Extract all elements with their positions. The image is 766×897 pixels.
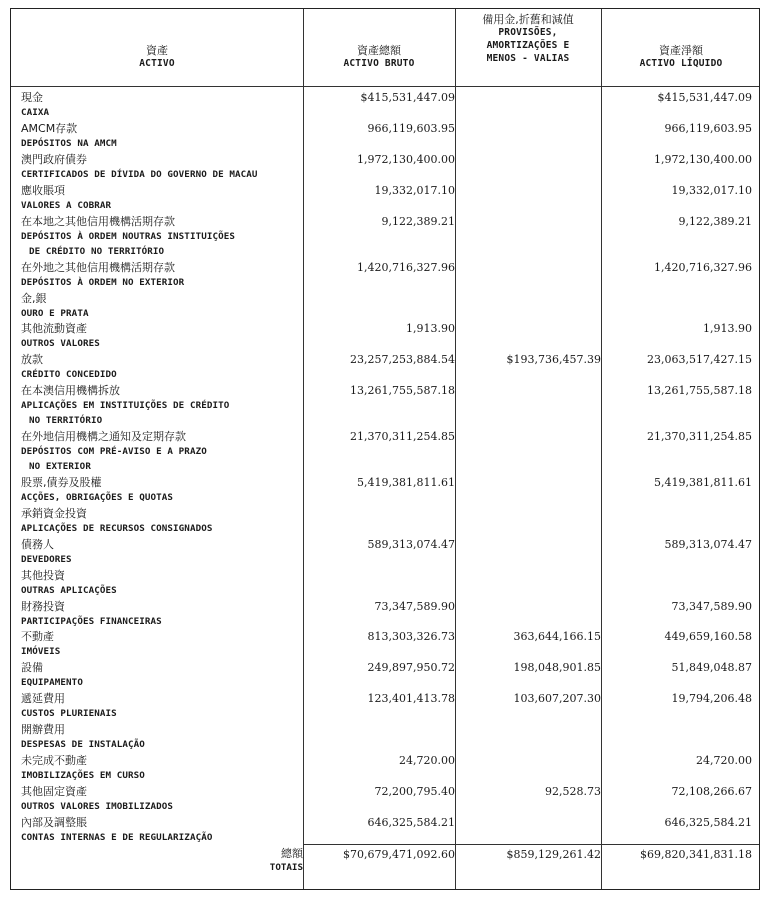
activo-liquido-value: 5,419,381,811.61 [654, 476, 752, 489]
activo-liquido-value: 19,794,206.48 [671, 692, 752, 705]
activo-bruto-value: 589,313,074.47 [367, 538, 455, 551]
total-activo-liquido: $69,820,341,831.18 [640, 848, 752, 861]
row-label-zh: 不動產 [21, 630, 54, 643]
row-label-zh: 內部及調整賬 [21, 816, 87, 829]
activo-liquido-value: 51,849,048.87 [671, 661, 752, 674]
row-label-pt: APLICAÇÕES DE RECURSOS CONSIGNADOS [21, 523, 213, 534]
activo-liquido-value: 1,972,130,400.00 [654, 153, 752, 166]
activo-bruto-value: 9,122,389.21 [381, 215, 455, 228]
row-label-zh: 未完成不動產 [21, 754, 87, 767]
activo-liquido-value: 1,913.90 [703, 322, 752, 335]
provisoes-value: 198,048,901.85 [513, 661, 601, 674]
row-label-zh: 放款 [21, 353, 43, 366]
row-label-pt: CONTAS INTERNAS E DE REGULARIZAÇÃO [21, 832, 213, 843]
column-divider [455, 9, 456, 889]
activo-bruto-value: 1,420,716,327.96 [357, 261, 455, 274]
row-label-pt: OUTRAS APLICAÇÕES [21, 585, 117, 596]
activo-bruto-value: 19,332,017.10 [374, 184, 455, 197]
row-label-pt: APLICAÇÕES EM INSTITUIÇÕES DE CRÉDITO [21, 400, 230, 411]
activo-liquido-value: 966,119,603.95 [664, 122, 752, 135]
header-activo-zh: 資產 [146, 44, 168, 57]
row-label-zh: 應收賬項 [21, 184, 65, 197]
total-activo-bruto: $70,679,471,092.60 [343, 848, 455, 861]
row-label-zh: 承銷資金投資 [21, 507, 87, 520]
row-label-pt: OURO E PRATA [21, 308, 89, 319]
activo-liquido-value: 9,122,389.21 [678, 215, 752, 228]
activo-liquido-value: 72,108,266.67 [671, 785, 752, 798]
row-label-pt: DEPÓSITOS À ORDEM NO EXTERIOR [21, 277, 185, 288]
row-label-zh: 在本澳信用機構拆放 [21, 384, 120, 397]
activo-liquido-value: 24,720.00 [696, 754, 752, 767]
row-label-pt: DEVEDORES [21, 554, 72, 565]
activo-bruto-value: 24,720.00 [399, 754, 455, 767]
row-label-pt: IMÓVEIS [21, 646, 61, 657]
balance-sheet-table [10, 8, 760, 890]
row-label-pt: CRÉDITO CONCEDIDO [21, 369, 117, 380]
row-label-pt: OUTROS VALORES IMOBILIZADOS [21, 801, 174, 812]
row-label-zh: 其他固定資產 [21, 785, 87, 798]
row-label-pt: DEPÓSITOS À ORDEM NOUTRAS INSTITUIÇÕES [21, 231, 235, 242]
activo-liquido-value: $415,531,447.09 [657, 91, 752, 104]
row-label-pt: DEPÓSITOS COM PRÉ-AVISO E A PRAZO [21, 446, 207, 457]
row-label-pt: DESPESAS DE INSTALAÇÃO [21, 739, 145, 750]
activo-bruto-value: 21,370,311,254.85 [350, 430, 455, 443]
row-label-zh: AMCM存款 [21, 122, 78, 135]
row-label-zh: 債務人 [21, 538, 54, 551]
row-label-zh: 在外地信用機構之通知及定期存款 [21, 430, 186, 443]
activo-liquido-value: 21,370,311,254.85 [647, 430, 752, 443]
row-label-pt: PARTICIPAÇÕES FINANCEIRAS [21, 616, 162, 627]
activo-liquido-value: 589,313,074.47 [664, 538, 752, 551]
header-activo-liquido-pt: ACTIVO LÍQUIDO [639, 58, 723, 69]
header-provisoes-pt-2: AMORTIZAÇÕES E [486, 40, 570, 51]
row-label-pt: EQUIPAMENTO [21, 677, 83, 688]
row-label-pt-continued: DE CRÉDITO NO TERRITÓRIO [29, 246, 165, 257]
totals-label-zh: 總額 [281, 847, 303, 860]
row-label-zh: 股票,債券及股權 [21, 476, 102, 489]
row-label-pt: IMOBILIZAÇÕES EM CURSO [21, 770, 145, 781]
row-label-zh: 開辦費用 [21, 723, 65, 736]
header-activo [11, 44, 303, 70]
activo-bruto-value: 966,119,603.95 [367, 122, 455, 135]
row-label-pt: CERTIFICADOS DE DÍVIDA DO GOVERNO DE MACAU [21, 169, 258, 180]
row-label-zh: 其他投資 [21, 569, 65, 582]
activo-liquido-value: 13,261,755,587.18 [647, 384, 752, 397]
row-label-zh: 在外地之其他信用機構活期存款 [21, 261, 175, 274]
row-label-pt: CUSTOS PLURIENAIS [21, 708, 117, 719]
header-activo-liquido [601, 44, 761, 70]
total-provisoes: $859,129,261.42 [506, 848, 601, 861]
row-label-zh: 現金 [21, 91, 43, 104]
row-label-zh: 其他流動資產 [21, 322, 87, 335]
header-provisoes-pt-3: MENOS - VALIAS [486, 53, 570, 64]
activo-liquido-value: 1,420,716,327.96 [654, 261, 752, 274]
row-label-zh: 設備 [21, 661, 43, 674]
header-activo-bruto [303, 44, 455, 70]
row-label-zh: 在本地之其他信用機構活期存款 [21, 215, 175, 228]
header-activo-pt: ACTIVO [139, 58, 175, 69]
activo-bruto-value: 1,972,130,400.00 [357, 153, 455, 166]
header-provisoes-pt-1: PROVISÕES, [498, 27, 558, 38]
row-label-zh: 澳門政府債券 [21, 153, 87, 166]
provisoes-value: $193,736,457.39 [506, 353, 601, 366]
row-label-pt: VALORES A COBRAR [21, 200, 112, 211]
activo-liquido-value: 449,659,160.58 [664, 630, 752, 643]
header-provisoes [455, 13, 601, 65]
provisoes-value: 92,528.73 [545, 785, 601, 798]
activo-bruto-value: 5,419,381,811.61 [357, 476, 455, 489]
activo-bruto-value: 13,261,755,587.18 [350, 384, 455, 397]
activo-liquido-value: 646,325,584.21 [664, 816, 752, 829]
row-label-zh: 金,銀 [21, 292, 47, 305]
row-label-zh: 遞延費用 [21, 692, 65, 705]
activo-bruto-value: 123,401,413.78 [367, 692, 455, 705]
activo-liquido-value: 19,332,017.10 [671, 184, 752, 197]
row-label-zh: 財務投資 [21, 600, 65, 613]
header-activo-bruto-pt: ACTIVO BRUTO [343, 58, 415, 69]
activo-bruto-value: 23,257,253,884.54 [350, 353, 455, 366]
row-label-pt-continued: NO EXTERIOR [29, 461, 91, 472]
header-provisoes-zh: 備用金,折舊和減值 [482, 13, 574, 26]
activo-bruto-value: $415,531,447.09 [360, 91, 455, 104]
activo-bruto-value: 646,325,584.21 [367, 816, 455, 829]
activo-bruto-value: 1,913.90 [406, 322, 455, 335]
totals-divider [303, 844, 759, 845]
header-divider [11, 86, 759, 87]
activo-bruto-value: 813,303,326.73 [367, 630, 455, 643]
provisoes-value: 363,644,166.15 [513, 630, 601, 643]
activo-bruto-value: 249,897,950.72 [367, 661, 455, 674]
totals-label-pt: TOTAIS [269, 862, 303, 873]
header-activo-bruto-zh: 資產總額 [357, 44, 401, 57]
row-label-pt: DEPÓSITOS NA AMCM [21, 138, 117, 149]
header-activo-liquido-zh: 資產淨額 [659, 44, 703, 57]
row-label-pt: OUTROS VALORES [21, 338, 100, 349]
activo-liquido-value: 23,063,517,427.15 [647, 353, 752, 366]
activo-liquido-value: 73,347,589.90 [671, 600, 752, 613]
row-label-pt: ACÇÕES, OBRIGAÇÕES E QUOTAS [21, 492, 174, 503]
activo-bruto-value: 73,347,589.90 [374, 600, 455, 613]
row-label-pt-continued: NO TERRITÓRIO [29, 415, 103, 426]
row-label-pt: CAIXA [21, 107, 50, 118]
provisoes-value: 103,607,207.30 [513, 692, 601, 705]
activo-bruto-value: 72,200,795.40 [374, 785, 455, 798]
